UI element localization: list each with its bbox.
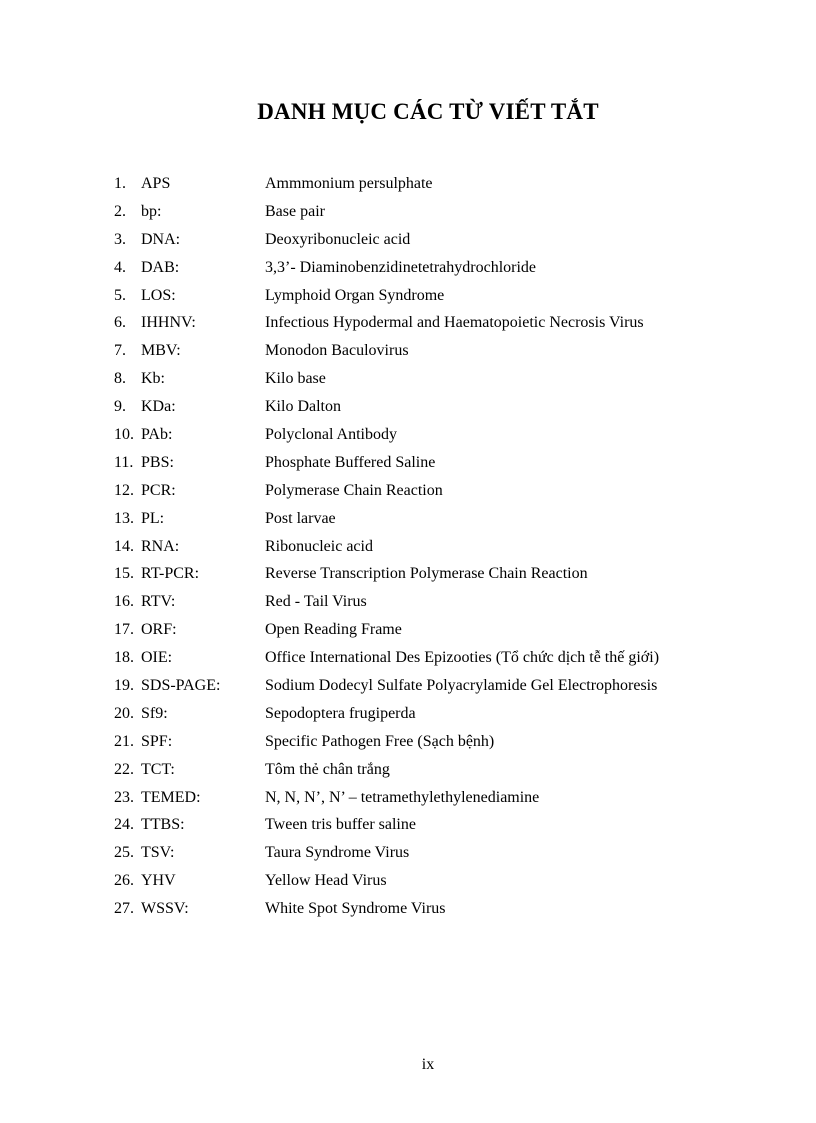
abbreviation-number: 5. — [114, 286, 126, 304]
abbreviation-row — [114, 477, 659, 505]
abbreviation-term: SPF: — [141, 732, 173, 750]
abbreviation-row — [114, 226, 659, 254]
abbreviation-definition: Ammmonium persulphate — [265, 174, 433, 192]
abbreviation-definition: Tôm thẻ chân trắng — [265, 760, 390, 778]
abbreviation-definition: Polyclonal Antibody — [265, 425, 397, 443]
abbreviation-term: DNA: — [141, 230, 181, 248]
abbreviation-row — [114, 728, 659, 756]
abbreviation-number: 3. — [114, 230, 126, 248]
abbreviation-row — [114, 895, 659, 923]
abbreviation-row — [114, 839, 659, 867]
abbreviation-row — [114, 170, 659, 198]
abbreviation-number: 19. — [114, 676, 134, 694]
abbreviation-term: PCR: — [141, 481, 176, 499]
abbreviation-term: OIE: — [141, 649, 173, 667]
abbreviation-number: 8. — [114, 370, 126, 388]
abbreviation-number: 27. — [114, 900, 134, 918]
abbreviation-row — [114, 449, 659, 477]
abbreviation-definition: Kilo base — [265, 370, 326, 388]
abbreviation-row — [114, 337, 659, 365]
abbreviation-definition: Sodium Dodecyl Sulfate Polyacrylamide Gel Electrophoresis — [265, 676, 658, 694]
abbreviation-row — [114, 365, 659, 393]
abbreviation-term: TCT: — [141, 760, 175, 778]
abbreviation-row — [114, 309, 659, 337]
abbreviation-term: SDS-PAGE: — [141, 676, 221, 694]
abbreviation-row — [114, 560, 659, 588]
abbreviation-number: 23. — [114, 788, 134, 806]
abbreviation-definition: Office International Des Epizooties (Tổ chức dịch tễ thế giới) — [265, 649, 660, 667]
abbreviation-number: 10. — [114, 425, 134, 443]
abbreviation-term: WSSV: — [141, 900, 189, 918]
abbreviation-number: 24. — [114, 816, 134, 834]
abbreviation-number: 25. — [114, 844, 134, 862]
abbreviation-row — [114, 672, 659, 700]
abbreviation-number: 16. — [114, 593, 134, 611]
abbreviation-row — [114, 533, 659, 561]
abbreviation-list — [114, 170, 659, 923]
abbreviation-term: PBS: — [141, 453, 174, 471]
abbreviation-definition: Taura Syndrome Virus — [265, 844, 410, 862]
abbreviation-definition: Monodon Baculovirus — [265, 342, 409, 360]
abbreviation-definition: White Spot Syndrome Virus — [265, 900, 446, 918]
abbreviation-definition: Specific Pathogen Free (Sạch bệnh) — [265, 732, 495, 750]
abbreviation-number: 2. — [114, 202, 126, 220]
abbreviation-term: KDa: — [141, 398, 176, 416]
abbreviation-number: 11. — [114, 453, 134, 471]
page-title: DANH MỤC CÁC TỪ VIẾT TẮT — [257, 99, 599, 124]
abbreviation-number: 13. — [114, 509, 134, 527]
abbreviation-number: 17. — [114, 621, 134, 639]
abbreviation-definition: Phosphate Buffered Saline — [265, 453, 436, 471]
abbreviation-definition: Sepodoptera frugiperda — [265, 704, 416, 722]
abbreviation-term: Sf9: — [141, 704, 168, 722]
abbreviation-number: 15. — [114, 565, 134, 583]
abbreviation-row — [114, 616, 659, 644]
abbreviation-term: YHV — [141, 872, 176, 890]
abbreviation-number: 4. — [114, 258, 126, 276]
abbreviation-definition: N, N, N’, N’ – tetramethylethylenediamine — [265, 788, 540, 806]
abbreviation-term: RT-PCR: — [141, 565, 200, 583]
abbreviation-definition: Red - Tail Virus — [265, 593, 367, 611]
abbreviation-definition: Tween tris buffer saline — [265, 816, 416, 834]
abbreviation-row — [114, 282, 659, 310]
abbreviation-definition: Deoxyribonucleic acid — [265, 230, 411, 248]
abbreviation-term: TSV: — [141, 844, 175, 862]
abbreviation-row — [114, 393, 659, 421]
abbreviation-number: 26. — [114, 872, 134, 890]
abbreviation-row — [114, 644, 659, 672]
abbreviation-definition: Infectious Hypodermal and Haematopoietic Necrosis Virus — [265, 314, 644, 332]
abbreviation-term: DAB: — [141, 258, 180, 276]
abbreviation-definition: Lymphoid Organ Syndrome — [265, 286, 445, 304]
abbreviation-row — [114, 811, 659, 839]
abbreviation-definition: Reverse Transcription Polymerase Chain Reaction — [265, 565, 588, 583]
abbreviation-number: 9. — [114, 398, 126, 416]
abbreviation-definition: Ribonucleic acid — [265, 537, 373, 555]
abbreviation-term: ORF: — [141, 621, 177, 639]
abbreviation-term: RNA: — [141, 537, 180, 555]
abbreviation-number: 7. — [114, 342, 126, 360]
abbreviation-number: 20. — [114, 704, 134, 722]
abbreviation-term: Kb: — [141, 370, 165, 388]
abbreviation-row — [114, 756, 659, 784]
abbreviation-definition: Open Reading Frame — [265, 621, 402, 639]
abbreviation-term: LOS: — [141, 286, 176, 304]
abbreviation-row — [114, 198, 659, 226]
abbreviation-term: IHHNV: — [141, 314, 196, 332]
abbreviation-term: MBV: — [141, 342, 181, 360]
abbreviation-number: 18. — [114, 649, 134, 667]
abbreviation-number: 12. — [114, 481, 134, 499]
abbreviation-row — [114, 700, 659, 728]
abbreviation-term: RTV: — [141, 593, 176, 611]
abbreviation-row — [114, 867, 659, 895]
abbreviation-row — [114, 784, 659, 812]
abbreviation-term: TTBS: — [141, 816, 185, 834]
abbreviation-number: 14. — [114, 537, 134, 555]
abbreviation-number: 6. — [114, 314, 126, 332]
abbreviation-definition: Kilo Dalton — [265, 398, 341, 416]
abbreviation-term: APS — [141, 174, 171, 192]
abbreviation-row — [114, 421, 659, 449]
abbreviation-definition: 3,3’- Diaminobenzidinetetrahydrochloride — [265, 258, 537, 276]
abbreviation-row — [114, 588, 659, 616]
abbreviation-row — [114, 505, 659, 533]
abbreviation-number: 21. — [114, 732, 134, 750]
abbreviation-number: 22. — [114, 760, 134, 778]
abbreviation-term: bp: — [141, 202, 162, 220]
abbreviation-definition: Post larvae — [265, 509, 336, 527]
abbreviation-definition: Base pair — [265, 202, 325, 220]
abbreviation-number: 1. — [114, 174, 126, 192]
abbreviation-definition: Yellow Head Virus — [265, 872, 387, 890]
page-number: ix — [421, 1056, 435, 1073]
abbreviation-definition: Polymerase Chain Reaction — [265, 481, 443, 499]
abbreviation-term: PAb: — [141, 425, 173, 443]
abbreviation-term: TEMED: — [141, 788, 201, 806]
abbreviation-row — [114, 254, 659, 282]
abbreviation-term: PL: — [141, 509, 165, 527]
